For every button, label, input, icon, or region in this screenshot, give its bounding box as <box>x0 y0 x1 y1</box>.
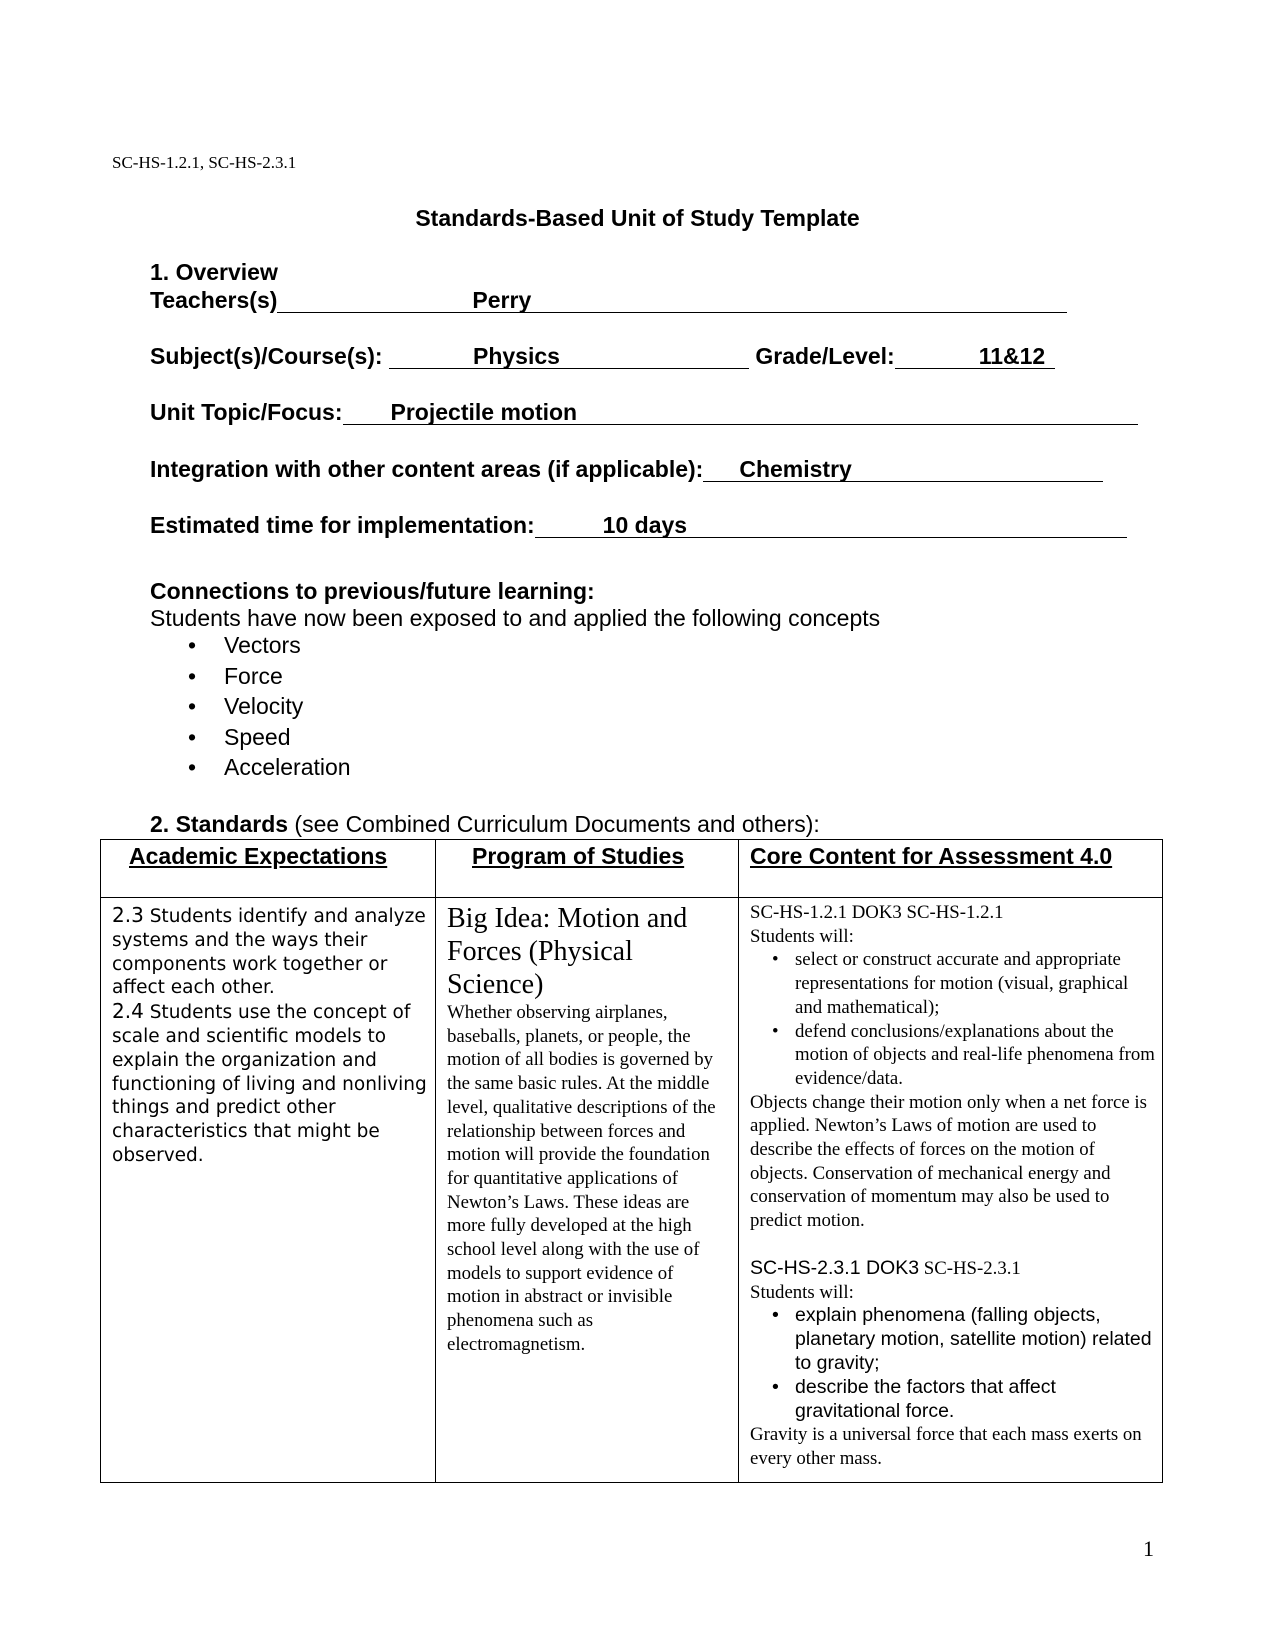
core-standard-code: SC-HS-1.2.1 DOK3 SC-HS-1.2.1 <box>750 902 1004 923</box>
list-item: • Vectors <box>150 630 351 661</box>
subject-label: Subject(s)/Course(s): <box>150 343 389 369</box>
time-value: 10 days <box>602 512 688 538</box>
teachers-label: Teachers(s) <box>150 287 278 313</box>
list-item: • Force <box>150 661 351 692</box>
big-idea-heading: Big Idea: Motion and Forces (Physical Science) <box>447 903 688 1000</box>
core-content-cell <box>739 898 1163 1483</box>
standards-heading <box>150 811 820 838</box>
core-code-part: SC-HS-2.3.1 <box>919 1257 1021 1279</box>
connections-heading: Connections to previous/future learning: <box>150 578 595 604</box>
core-code-part: SC-HS-2.3.1 DOK3 <box>750 1256 920 1279</box>
integration-value: Chemistry <box>739 456 852 482</box>
table-header-row <box>101 840 1163 898</box>
core-standard-list <box>750 1304 1156 1423</box>
core-standard-list <box>750 948 1156 1090</box>
time-line <box>150 512 1127 539</box>
teachers-line <box>150 287 1067 314</box>
expectation-text: Students identify and analyze systems and the ways their components work together or affect each other. <box>112 906 426 999</box>
standards-heading-bold: 2. Standards <box>150 811 289 837</box>
list-item: • defend conclusions/explanations about the motion of objects and real-life phenomena from evidence/data. <box>750 1020 1156 1091</box>
expectation-text: Students use the concept of scale and scientific models to explain the organization and functioning of living and nonliving things and predict other characteristics that might be observed. <box>112 1002 427 1166</box>
standards-table <box>100 839 1163 1483</box>
list-item: • explain phenomena (falling objects, planetary motion, satellite motion) related to gravity; <box>750 1304 1156 1375</box>
subject-field <box>389 344 749 369</box>
list-item: • Velocity <box>150 691 351 722</box>
list-item: • select or construct accurate and appropriate representations for motion (visual, graphical and mathematical); <box>750 948 1156 1019</box>
students-will-label: Students will: <box>750 1281 854 1303</box>
grade-label: Grade/Level: <box>748 343 895 369</box>
core-standard-code <box>750 1257 1156 1281</box>
overview-heading: 1. Overview <box>150 259 278 285</box>
students-will-label: Students will: <box>750 925 854 947</box>
academic-expectations-cell <box>101 898 436 1483</box>
expectation-number: 2.4 <box>112 999 144 1024</box>
column-header-program <box>436 840 739 898</box>
document-title: Standards-Based Unit of Study Template <box>415 205 860 231</box>
program-of-studies-text <box>436 898 738 1357</box>
standards-heading-note: (see Combined Curriculum Documents and others): <box>288 811 820 837</box>
academic-expectations-text <box>101 898 435 1168</box>
core-standard-description: Objects change their motion only when a net force is applied. Newton’s Laws of motion are used to describe the effects of forces on the motion of objects. Conservation of mechanical energy and conservation of momentum may also be used to predict motion. <box>750 1091 1147 1232</box>
table-row <box>101 898 1163 1483</box>
page-number: 1 <box>1143 1536 1154 1561</box>
grade-value: 11&12 <box>978 343 1046 369</box>
column-header-text: Core Content for Assessment 4.0 <box>750 843 1113 869</box>
list-item: • Speed <box>150 722 351 753</box>
standard-codes-header: SC-HS-1.2.1, SC-HS-2.3.1 <box>112 153 297 172</box>
big-idea-description: Whether observing airplanes, baseballs, planets, or people, the motion of all bodies is governed by the same basic rules. At the middle level, qualitative descriptions of the relationship between forces and motion will provide the foundation for quantitative applications of Newton’s Laws. These ideas are more fully developed at the high school level along with the use of models to support evidence of motion in abstract or invisible phenomena such as electromagnetism. <box>447 1002 716 1355</box>
subject-line <box>150 343 1055 370</box>
grade-field <box>895 344 1055 369</box>
core-content-text <box>739 898 1162 1471</box>
concepts-list <box>150 630 351 783</box>
column-header-core <box>739 840 1163 898</box>
list-item: • Acceleration <box>150 752 351 783</box>
time-field <box>535 513 1127 538</box>
program-of-studies-cell <box>436 898 739 1483</box>
topic-field <box>343 400 1138 425</box>
teachers-value: Perry <box>472 287 532 313</box>
column-header-text: Program of Studies <box>472 843 685 869</box>
teachers-field <box>277 288 1067 313</box>
integration-field <box>703 457 1103 482</box>
core-standard-description: Gravity is a universal force that each mass exerts on every other mass. <box>750 1424 1142 1470</box>
connections-intro: Students have now been exposed to and applied the following concepts <box>150 605 881 631</box>
topic-value: Projectile motion <box>390 399 578 425</box>
list-item: • describe the factors that affect gravitational force. <box>750 1376 1156 1424</box>
topic-label: Unit Topic/Focus: <box>150 399 343 425</box>
integration-label: Integration with other content areas (if applicable): <box>150 456 704 482</box>
column-header-text: Academic Expectations <box>129 843 388 869</box>
subject-value: Physics <box>472 343 560 369</box>
column-header-academic <box>101 840 436 898</box>
expectation-number: 2.3 <box>112 903 144 927</box>
topic-line <box>150 399 1138 426</box>
integration-line <box>150 456 1103 483</box>
time-label: Estimated time for implementation: <box>150 512 535 538</box>
